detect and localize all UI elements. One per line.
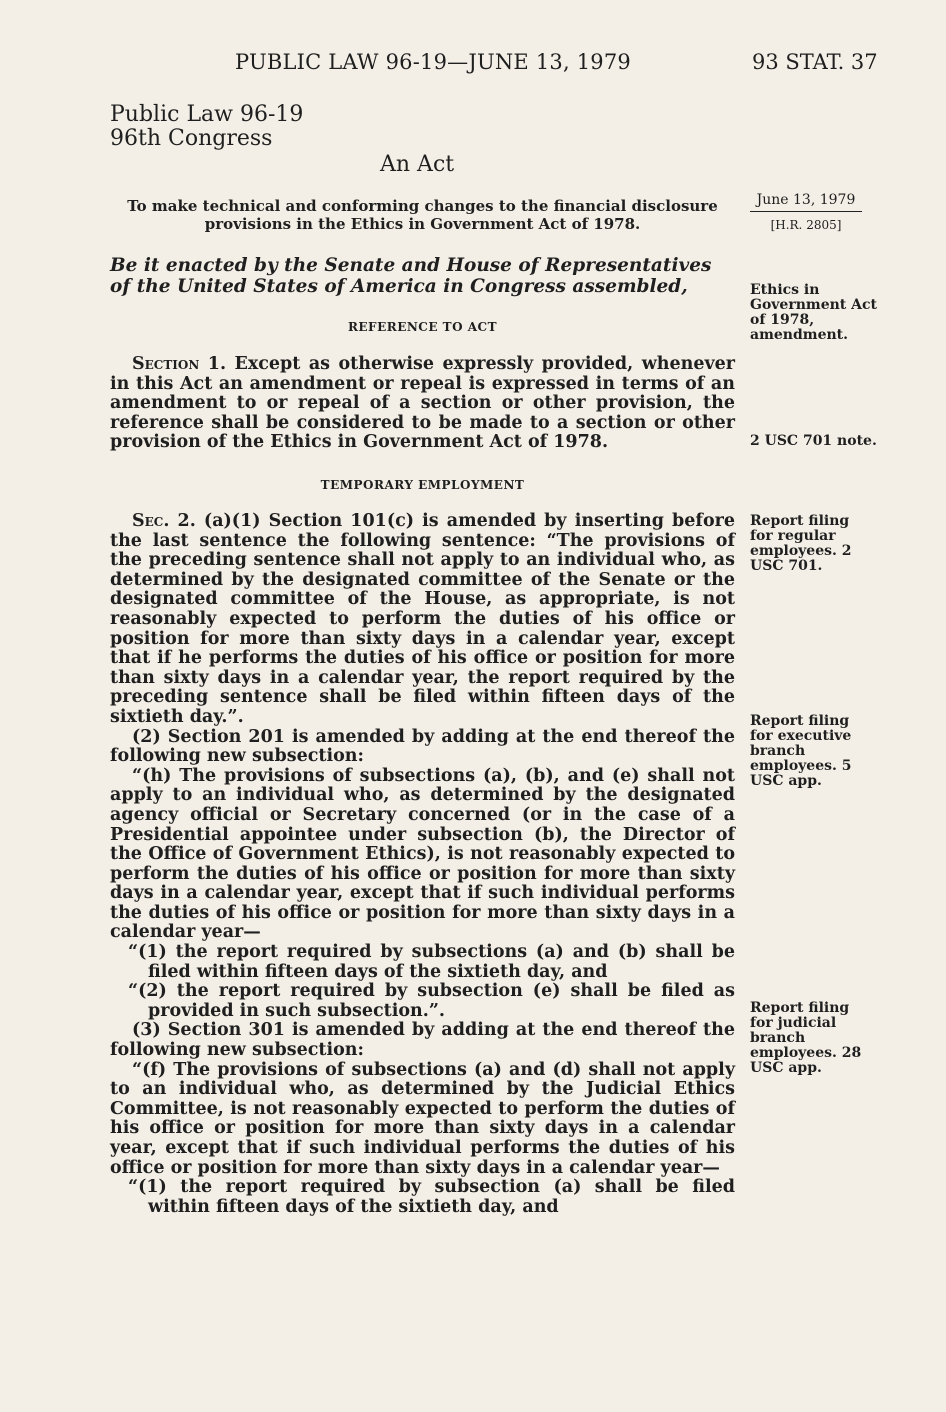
section-2 [110,512,735,1217]
subsection-h-1: “(1) the report required by subsections (a) and (b) shall be filed within fifteen days of the sixtieth day, and [128,942,735,982]
subsection-f-1: “(1) the report required by subsection (a) shall be filed within fifteen days of the sixtieth day, and [128,1177,735,1217]
enacting-clause: Be it enacted by the Senate and House of Representatives of the United States of America in Congress assembled, [110,255,712,297]
subsection-f: “(f) The provisions of subsections (a) and (d) shall not apply to an individual who, as determined by the Judicial Ethics Committee, is not reasonably expected to perform the duties of his office or position for more than sixty days in a calendar year, except that if such individual performs the duties of his office or position for more than sixty days in a calendar year— [110,1059,735,1178]
running-head: PUBLIC LAW 96-19—JUNE 13, 1979 [235,50,631,74]
congress: 96th Congress [110,126,273,151]
stat-reference: 93 STAT. 37 [752,50,878,74]
enactment-date: June 13, 1979 [750,192,862,212]
heading-reference-to-act: REFERENCE TO ACT [347,320,498,334]
enactment-date-box [750,192,862,232]
section-2-a3: (3) Section 301 is amended by adding at the end thereof the following new subsection: [110,1020,735,1061]
heading-temporary-employment: TEMPORARY EMPLOYMENT [320,478,525,492]
subsection-h: “(h) The provisions of subsections (a), (b), and (e) shall not apply to an individual who, as determined by the designated agency official or Secretary concerned (or in the case of a Presidential appointee under subsection (b), the Director of the Office of Government Ethics), is not reasonably expected to perform the duties of his office or position for more than sixty days in a calendar year, except that if such individual performs the duties of his office or position for more than sixty days in a calendar year— [110,765,735,943]
act-title: An Act [380,152,455,177]
long-title: To make technical and conforming changes to the financial disclosure provisions in the Ethics in Government Act of 1978. [127,197,718,233]
margin-note-2usc701note: 2 USC 701 note. [750,433,877,449]
law-number: Public Law 96-19 [110,102,304,127]
margin-note-regular-employees: Report filing for regular employees. 2 USC 701. [750,513,852,574]
section-1-text: 1. Except as otherwise expressly provided, whenever in this Act an amendment or repeal is expressed in terms of an amendment to or repeal of a section or other provision, the reference shall be considered to be made to a section or other provision of the Ethics in Government Act of 1978. [110,354,735,453]
section-2-a2: (2) Section 201 is amended by adding at the end thereof the following new subsection: [110,726,735,767]
subsection-h-2: “(2) the report required by subsection (e) shall be filed as provided in such subsection.”. [128,981,735,1021]
section-1 [110,355,735,453]
section-2-label: Sec [132,511,164,531]
bill-number: [H.R. 2805] [770,218,842,232]
margin-note-ethics-act: Ethics in Government Act of 1978, amendment. [750,282,877,343]
section-2-text: . 2. (a)(1) Section 101(c) is amended by inserting before the last sentence the following sentence: “The provisions of the preceding sentence shall not apply to an individual who, as determined by the designated committee of the Senate or the designated committee of the House, as appropriate, is not reasonably expected to perform the duties of his office or position for more than sixty days in a calendar year, except that if he performs the duties of his office or position for more than sixty days in a calendar year, the report required by the preceding sentence shall be filed within fifteen days of the sixtieth day.”. [110,511,735,727]
margin-note-executive-employees: Report filing for executive branch employees. 5 USC app. [750,713,852,789]
section-2-a1 [110,512,735,728]
margin-note-judicial-employees: Report filing for judicial branch employees. 28 USC app. [750,1000,862,1076]
section-1-label: Section [132,354,200,374]
